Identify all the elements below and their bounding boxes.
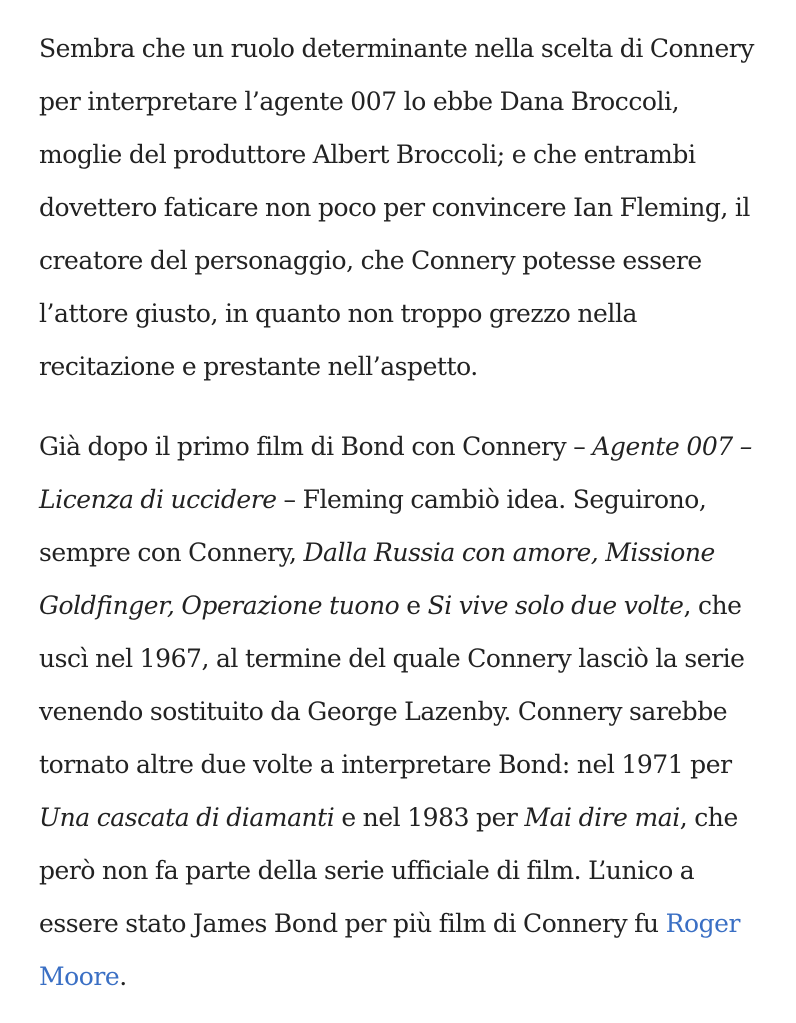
text-segment: – Fleming cambiò idea. Seguirono, sempre con Connery, <box>39 485 707 567</box>
text-segment: e nel 1983 per <box>334 803 525 832</box>
film-title-agente-007: Agente 007 – Licenza di uccidere <box>39 432 752 514</box>
film-title-una-cascata-di-diamanti: Una cascata di diamanti <box>39 803 335 832</box>
paragraph-connery-casting <box>39 22 756 393</box>
text-segment: Già dopo il primo film di Bond con Connery – <box>39 432 593 461</box>
text-segment: . <box>119 962 127 991</box>
text-segment: , che uscì nel 1967, al termine del quale Connery lasciò la serie venendo sostituito da George Lazenby. Connery sarebbe tornato altre due volte a interpretare Bond: nel 1971 per <box>39 591 745 779</box>
film-title-mai-dire-mai: Mai dire mai <box>524 803 680 832</box>
link-roger-moore[interactable]: Roger Moore <box>39 909 740 991</box>
film-titles-list: Dalla Russia con amore, Missione Goldfinger, Operazione tuono <box>39 538 715 620</box>
text-segment: , che però non fa parte della serie ufficiale di film. L’unico a essere stato James Bond per più film di Connery fu <box>39 803 738 938</box>
paragraph-text: Sembra che un ruolo determinante nella scelta di Connery per interpretare l’agente 007 lo ebbe Dana Broccoli, moglie del produttore Albert Broccoli; e che entrambi dovettero faticare non poco per convincere Ian Fleming, il creatore del personaggio, che Connery potesse essere l’attore giusto, in quanto non troppo grezzo nella recitazione e prestante nell’aspetto. <box>39 34 754 381</box>
film-title-si-vive-solo-due-volte: Si vive solo due volte <box>427 591 684 620</box>
paragraph-bond-films <box>39 420 756 1003</box>
text-segment: e <box>399 591 428 620</box>
